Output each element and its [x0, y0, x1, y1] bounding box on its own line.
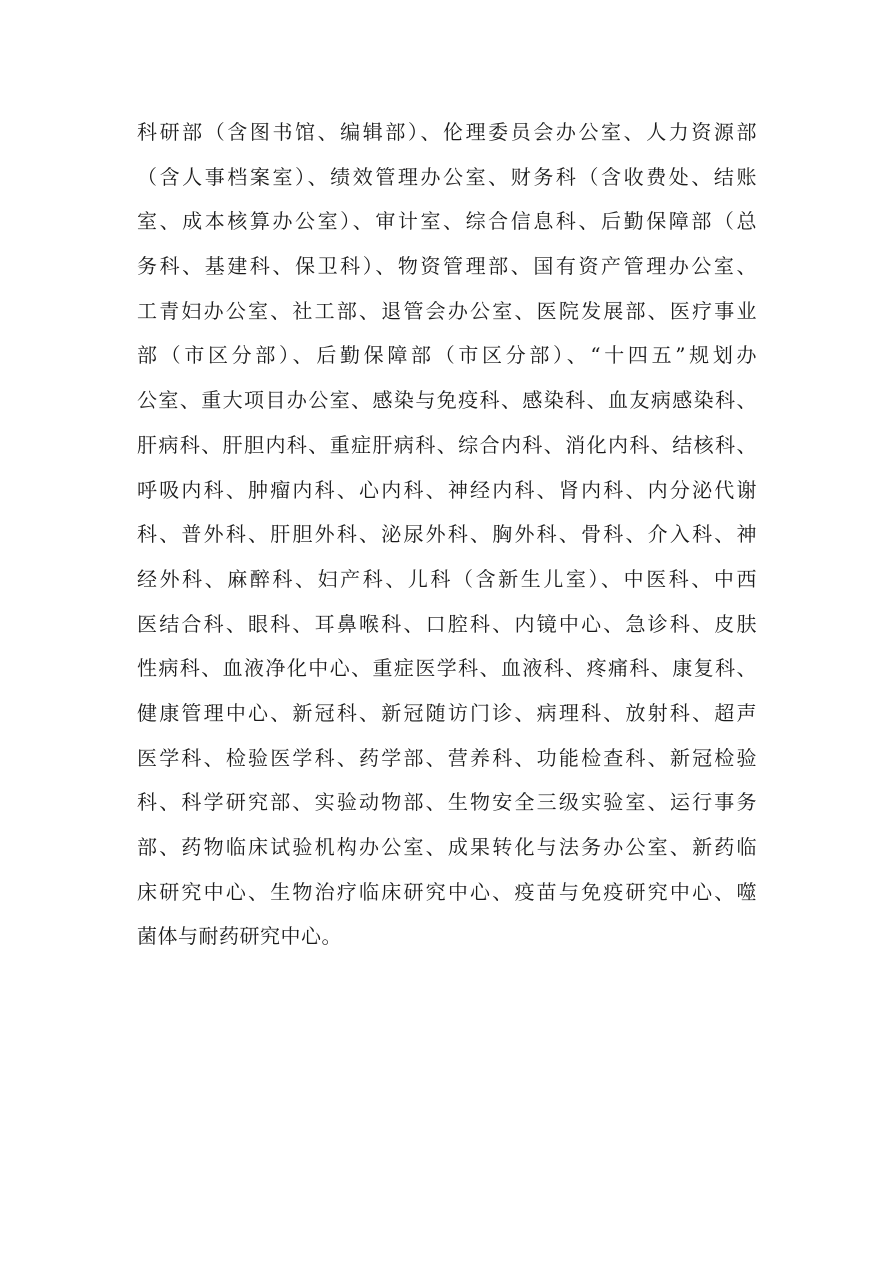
text-line: 科、科学研究部、实验动物部、生物安全三级实验室、运行事务 [137, 790, 757, 815]
text-line: 呼吸内科、肿瘤内科、心内科、神经内科、肾内科、内分泌代谢 [137, 477, 757, 502]
text-line: 性病科、血液净化中心、重症医学科、血液科、疼痛科、康复科、 [137, 656, 757, 681]
text-line: 经外科、麻醉科、妇产科、儿科（含新生儿室）、中医科、中西 [137, 566, 757, 591]
text-line: 医学科、检验医学科、药学部、营养科、功能检查科、新冠检验 [137, 745, 757, 770]
text-line: 医结合科、眼科、耳鼻喉科、口腔科、内镜中心、急诊科、皮肤 [137, 611, 757, 636]
text-line: 科、普外科、肝胆外科、泌尿外科、胸外科、骨科、介入科、神 [137, 522, 757, 547]
text-line: 床研究中心、生物治疗临床研究中心、疫苗与免疫研究中心、噬 [137, 879, 757, 904]
text-line: 健康管理中心、新冠科、新冠随访门诊、病理科、放射科、超声 [137, 700, 757, 725]
text-line: 务科、基建科、保卫科）、物资管理部、国有资产管理办公室、 [137, 254, 757, 279]
text-line-last: 菌体与耐药研究中心。 [137, 924, 342, 949]
text-line: 科研部（含图书馆、编辑部）、伦理委员会办公室、人力资源部 [137, 120, 757, 144]
body-paragraph [137, 110, 757, 959]
text-line: 部（市区分部）、后勤保障部（市区分部）、“十四五”规划办 [137, 343, 757, 368]
text-line: 公室、重大项目办公室、感染与免疫科、感染科、血友病感染科、 [137, 388, 757, 413]
text-line: （含人事档案室）、绩效管理办公室、财务科（含收费处、结账 [137, 164, 757, 189]
text-line: 室、成本核算办公室）、审计室、综合信息科、后勤保障部（总 [137, 209, 757, 234]
text-line: 肝病科、肝胆内科、重症肝病科、综合内科、消化内科、结核科、 [137, 432, 757, 457]
text-line: 工青妇办公室、社工部、退管会办公室、医院发展部、医疗事业 [137, 298, 757, 323]
text-line: 部、药物临床试验机构办公室、成果转化与法务办公室、新药临 [137, 835, 757, 859]
